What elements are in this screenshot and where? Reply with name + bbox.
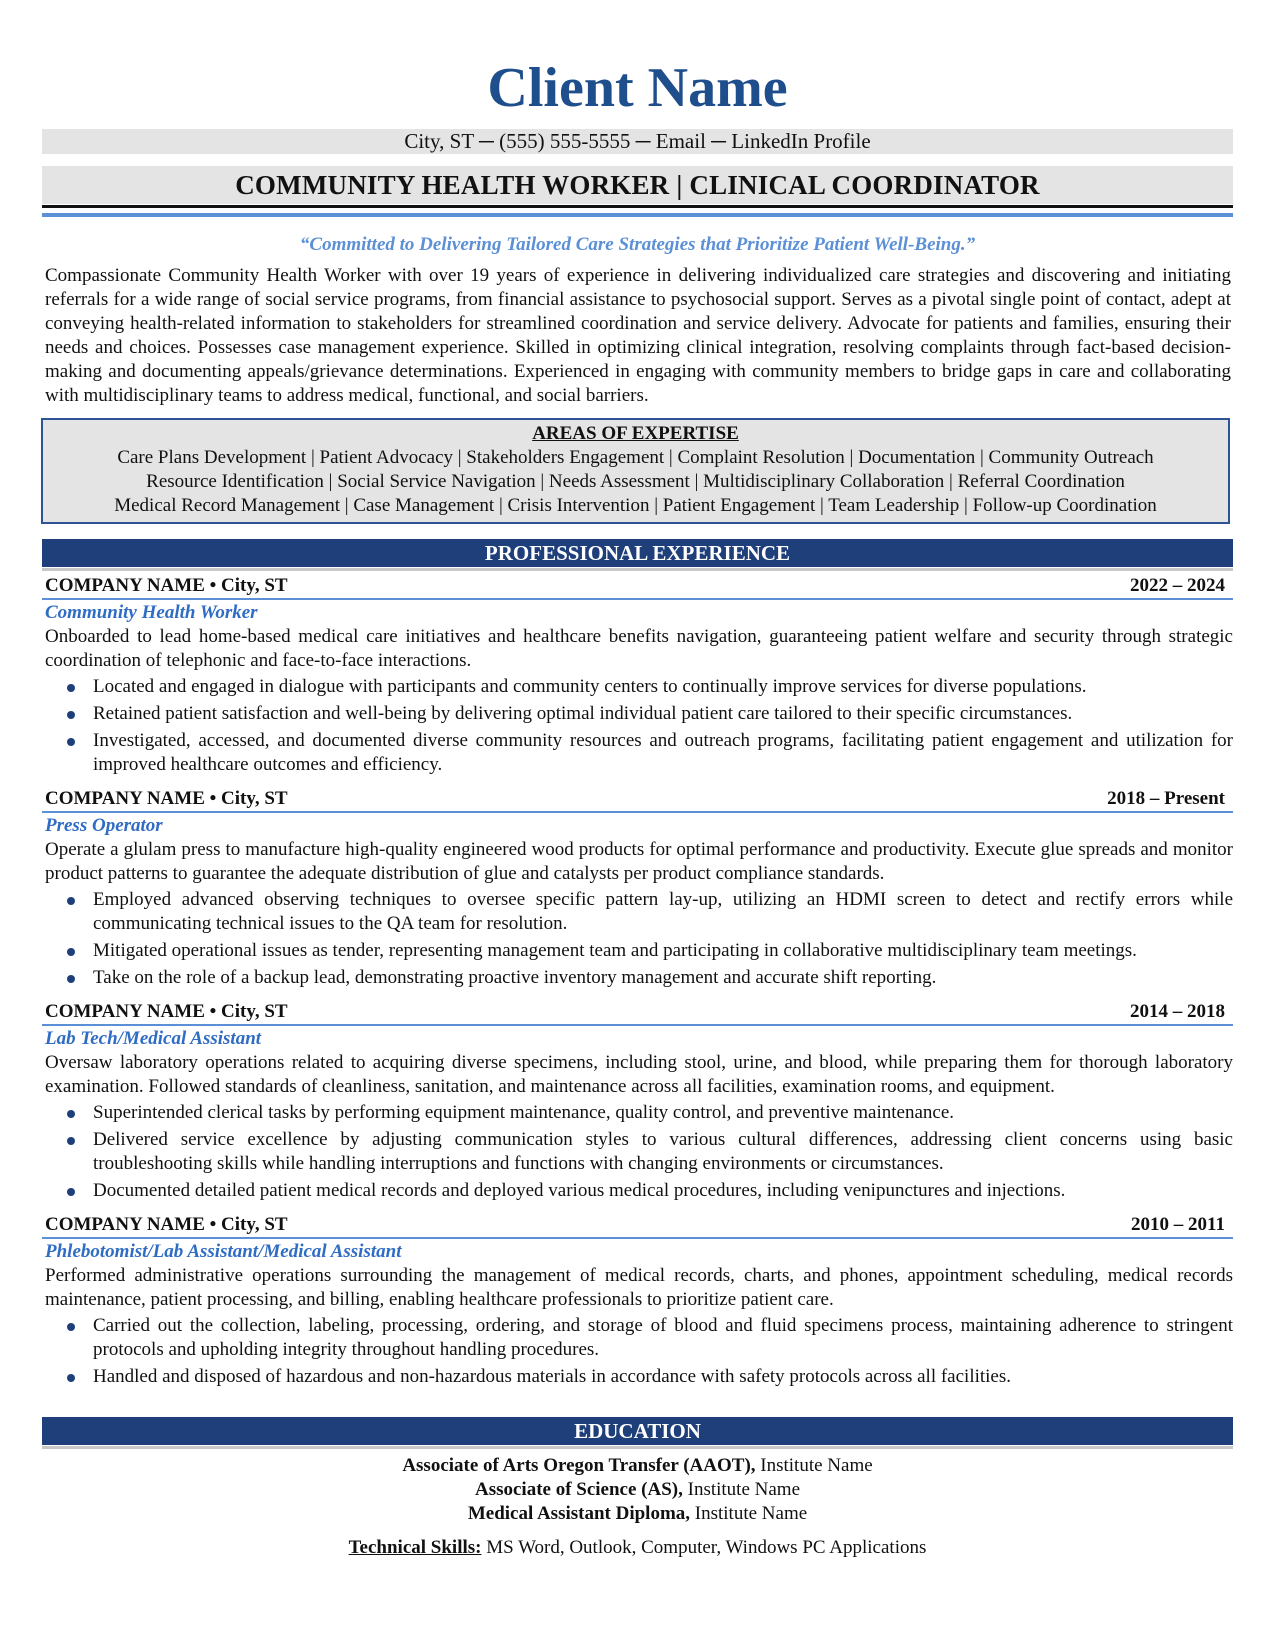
job-description: Operate a glulam press to manufacture high-quality engineered wood products for optimal performance and productivity. Execute glue spreads and monitor product patterns to guarantee the adequate distribution of glue and catalysts per product compliance standards. xyxy=(45,839,1233,884)
job-dates: 2014 – 2018 xyxy=(1130,1001,1225,1022)
job-description: Oversaw laboratory operations related to acquiring diverse specimens, including stool, urine, and blood, while preparing them for thorough laboratory examination. Followed standards of cleanliness, sanitation, and maintenance across all facilities, examination rooms, and equipment. xyxy=(45,1052,1233,1097)
bullet-dot-icon xyxy=(67,897,75,905)
bullet-item: Located and engaged in dialogue with participants and community centers to continually improve services for diverse populations. xyxy=(42,675,1233,699)
expertise-line: Resource Identification | Social Service Navigation | Needs Assessment | Multidisciplinary Collaboration | Referral Coordination xyxy=(146,471,1125,492)
company-name: COMPANY NAME • City, ST xyxy=(45,788,288,809)
header-divider-black xyxy=(42,205,1233,208)
degree-name: Associate of Science (AS), xyxy=(474,1479,683,1500)
bullet-dot-icon xyxy=(67,711,75,719)
experience-section-title: PROFESSIONAL EXPERIENCE xyxy=(484,541,791,565)
expertise-title: AREAS OF EXPERTISE xyxy=(532,423,739,444)
company-name: COMPANY NAME • City, ST xyxy=(45,1214,288,1235)
education-section-header xyxy=(42,1417,1233,1445)
job-bullets xyxy=(42,888,1233,990)
contact-line: City, ST ─ (555) 555-5555 ─ Email ─ LinkedIn Profile xyxy=(42,129,1233,154)
job-bullets xyxy=(42,1101,1233,1203)
job-title: Lab Tech/Medical Assistant xyxy=(45,1028,262,1049)
bullet-dot-icon xyxy=(67,975,75,983)
education-section-title: EDUCATION xyxy=(574,1419,701,1443)
company-name: COMPANY NAME • City, ST xyxy=(45,575,288,596)
bullet-item: Mitigated operational issues as tender, representing management team and participating in collaborative multidisciplinary team meetings. xyxy=(42,939,1233,963)
expertise-line: Medical Record Management | Case Management | Crisis Intervention | Patient Engagement | Team Leadership | Follow-up Coordination xyxy=(114,495,1157,516)
client-name: Client Name xyxy=(487,57,788,119)
bullet-item: Retained patient satisfaction and well-being by delivering optimal individual patient care tailored to their specific circumstances. xyxy=(42,702,1233,726)
job-entry xyxy=(42,787,1233,993)
bullet-dot-icon xyxy=(67,1323,75,1331)
job-description: Onboarded to lead home-based medical care initiatives and healthcare benefits navigation, guaranteeing patient welfare and security through strategic coordination of telephonic and face-to-face interactions. xyxy=(45,626,1233,671)
job-entry xyxy=(42,574,1233,780)
institute-name: Institute Name xyxy=(690,1503,808,1524)
job-title: Community Health Worker xyxy=(45,602,258,623)
summary-paragraph: Compassionate Community Health Worker with over 19 years of experience in delivering individualized care strategies and discovering and initiating referrals for a wide range of social service programs, from financial assistance to psychosocial support. Serves as a pivotal single point of contact, adept at conveying health-related information to stakeholders for streamlined coordination and service delivery. Advocate for patients and families, ensuring their needs and choices. Possesses case management experience. Skilled in optimizing clinical integration, resolving complaints through fact-based decision-making and documenting appeals/grievance determinations. Experienced in engaging with community members to bridge gaps in care and collaborating with multidisciplinary teams to address medical, functional, and social barriers. xyxy=(45,265,1231,406)
expertise-line: Care Plans Development | Patient Advocacy | Stakeholders Engagement | Complaint Resolution | Documentation | Community Outreach xyxy=(117,447,1154,468)
header-divider-blue xyxy=(42,213,1233,217)
bullet-item: Carried out the collection, labeling, processing, ordering, and storage of blood and fluid specimens process, maintaining adherence to stringent protocols and upholding integrity throughout handling procedures. xyxy=(42,1314,1233,1362)
technical-skills-value: MS Word, Outlook, Computer, Windows PC Applications xyxy=(481,1537,927,1558)
bullet-dot-icon xyxy=(67,1137,75,1145)
bullet-dot-icon xyxy=(67,1188,75,1196)
headline: COMMUNITY HEALTH WORKER | CLINICAL COORDINATOR xyxy=(42,166,1233,204)
job-title: Phlebotomist/Lab Assistant/Medical Assistant xyxy=(45,1241,402,1262)
institute-name: Institute Name xyxy=(682,1479,801,1500)
job-bullets xyxy=(42,1314,1233,1389)
job-dates: 2022 – 2024 xyxy=(1130,575,1225,596)
bullet-dot-icon xyxy=(67,684,75,692)
degree-line xyxy=(42,1454,1233,1478)
job-header xyxy=(42,787,1233,813)
degree-name: Associate of Arts Oregon Transfer (AAOT), xyxy=(402,1455,756,1476)
bullet-dot-icon xyxy=(67,948,75,956)
bullet-item: Delivered service excellence by adjusting communication styles to various cultural differences, addressing client concerns using basic troubleshooting skills while handling interruptions and functions with changing environments or circumstances. xyxy=(42,1128,1233,1176)
institute-name: Institute Name xyxy=(755,1455,873,1476)
degree-line xyxy=(42,1478,1233,1502)
bullet-item: Handled and disposed of hazardous and non-hazardous materials in accordance with safety protocols across all facilities. xyxy=(42,1365,1233,1389)
summary-tagline: “Committed to Delivering Tailored Care Strategies that Prioritize Patient Well-Being.” xyxy=(299,234,976,255)
bullet-item: Superintended clerical tasks by performing equipment maintenance, quality control, and preventive maintenance. xyxy=(42,1101,1233,1125)
job-dates: 2010 – 2011 xyxy=(1131,1214,1225,1235)
experience-section-header xyxy=(42,539,1233,567)
bullet-dot-icon xyxy=(67,1110,75,1118)
job-header xyxy=(42,574,1233,600)
technical-skills-line xyxy=(42,1536,1233,1560)
degree-line xyxy=(42,1502,1233,1526)
bullet-item: Investigated, accessed, and documented diverse community resources and outreach programs, facilitating patient engagement and utilization for improved healthcare outcomes and efficiency. xyxy=(42,729,1233,777)
bullet-item: Take on the role of a backup lead, demonstrating proactive inventory management and accurate shift reporting. xyxy=(42,966,1233,990)
job-bullets xyxy=(42,675,1233,777)
company-name: COMPANY NAME • City, ST xyxy=(45,1001,288,1022)
bullet-dot-icon xyxy=(67,738,75,746)
education-list xyxy=(42,1454,1233,1526)
job-dates: 2018 – Present xyxy=(1107,788,1225,809)
degree-name: Medical Assistant Diploma, xyxy=(467,1503,691,1524)
job-header xyxy=(42,1000,1233,1026)
job-entry xyxy=(42,1000,1233,1206)
bullet-dot-icon xyxy=(67,1374,75,1382)
job-entry xyxy=(42,1213,1233,1392)
bullet-item: Employed advanced observing techniques to oversee specific pattern lay-up, utilizing an HDMI screen to detect and rectify errors while communicating technical issues to the QA team for resolution. xyxy=(42,888,1233,936)
job-title: Press Operator xyxy=(45,815,163,836)
bullet-item: Documented detailed patient medical records and deployed various medical procedures, including venipunctures and injections. xyxy=(42,1179,1233,1203)
job-description: Performed administrative operations surrounding the management of medical records, charts, and phones, appointment scheduling, medical records maintenance, patient processing, and billing, enabling healthcare professionals to prioritize patient care. xyxy=(45,1265,1233,1310)
job-header xyxy=(42,1213,1233,1239)
areas-of-expertise-box xyxy=(41,418,1230,524)
technical-skills-label: Technical Skills: xyxy=(348,1537,482,1558)
